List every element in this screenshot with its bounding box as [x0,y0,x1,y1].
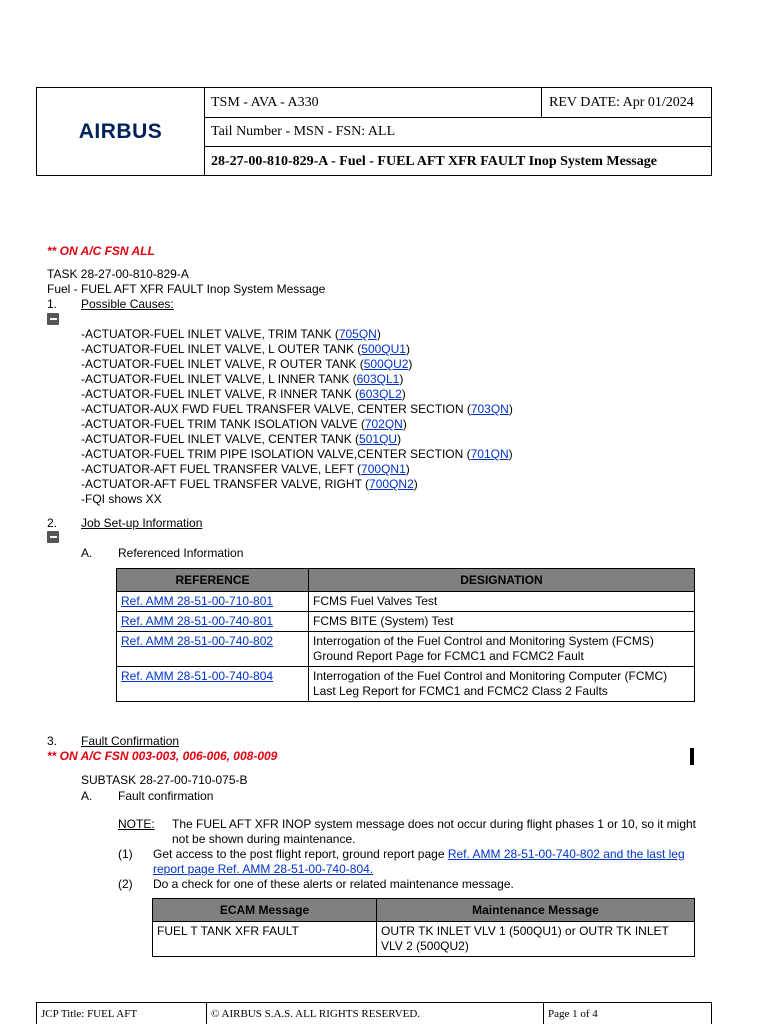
subsection-2a-number: A. [81,546,93,560]
tail-number: Tail Number - MSN - FSN: ALL [204,118,712,147]
step-2-text: Do a check for one of these alerts or related maintenance message. [153,877,514,891]
cause-item: -ACTUATOR-AFT FUEL TRANSFER VALVE, LEFT (700QN1) [81,462,410,476]
cause-ref-link[interactable]: 603QL1 [356,372,400,386]
cause-item: -FQI shows XX [81,492,162,506]
cause-ref-link[interactable]: 500QU2 [363,357,409,371]
collapse-icon[interactable] [47,313,59,325]
section-3-title: Fault Confirmation [81,734,180,748]
cause-item: -ACTUATOR-AFT FUEL TRANSFER VALVE, RIGHT (700QN2) [81,477,418,491]
table-row [117,632,695,667]
change-bar [690,748,694,765]
airbus-logo: AIRBUS [37,88,205,175]
footer-jcp-title: JCP Title: FUEL AFT [37,1003,207,1024]
designation-cell: Interrogation of the Fuel Control and Monitoring System (FCMS) Ground Report Page for FCMC1 and FCMC2 Fault [309,632,695,667]
document-header [36,87,712,176]
reference-link[interactable]: Ref. AMM 28-51-00-710-801 [121,594,274,608]
column-header-ecam: ECAM Message [153,899,377,922]
possible-causes-list [81,327,513,507]
effectivity-label: ** ON A/C FSN 003-003, 006-006, 008-009 [47,749,278,763]
task-id: TASK 28-27-00-810-829-A [47,267,189,281]
reference-link[interactable]: Ref. AMM 28-51-00-740-801 [121,614,274,628]
tsm-identifier: TSM - AVA - A330 [204,88,542,118]
designation-cell: FCMS BITE (System) Test [309,612,695,632]
cause-item: -ACTUATOR-FUEL TRIM TANK ISOLATION VALVE (702QN) [81,417,407,431]
cause-ref-link[interactable]: 500QU1 [361,342,406,356]
cause-ref-link[interactable]: 700QN2 [369,477,414,491]
cause-item: -ACTUATOR-FUEL INLET VALVE, TRIM TANK (705QN) [81,327,381,341]
cause-ref-link[interactable]: 702QN [364,417,403,431]
section-3-number: 3. [47,734,58,748]
reference-link[interactable]: Ref. AMM 28-51-00-740-802 [121,634,274,648]
table-header-row [117,569,695,592]
cause-item: -ACTUATOR-FUEL INLET VALVE, R INNER TANK (603QL2) [81,387,406,401]
section-2-number: 2. [47,516,58,530]
cause-ref-link[interactable]: 703QN [470,402,509,416]
step-1-reference-link[interactable]: Ref. AMM 28-51-00-740-802 and the last leg report page Ref. AMM 28-51-00-740-804. [153,847,685,876]
table-row [117,612,695,632]
column-header-reference: REFERENCE [117,569,309,592]
cause-item: -ACTUATOR-AUX FWD FUEL TRANSFER VALVE, CENTER SECTION (703QN) [81,402,513,416]
section-2-title: Job Set-up Information [81,516,203,530]
cause-ref-link[interactable]: 700QN1 [361,462,406,476]
section-1-title: Possible Causes: [81,297,174,311]
footer-page-number: Page 1 of 4 [548,1007,598,1020]
ecam-message-table [152,898,695,957]
ecam-message-cell: FUEL T TANK XFR FAULT [153,922,377,957]
cause-item: -ACTUATOR-FUEL INLET VALVE, R OUTER TANK (500QU2) [81,357,413,371]
cause-item: -ACTUATOR-FUEL INLET VALVE, CENTER TANK (501QU) [81,432,402,446]
subsection-3a-number: A. [81,789,93,803]
task-title: Fuel - FUEL AFT XFR FAULT Inop System Message [47,282,326,296]
maintenance-message-cell: OUTR TK INLET VLV 1 (500QU1) or OUTR TK INLET VLV 2 (500QU2) [377,922,695,957]
note-text: The FUEL AFT XFR INOP system message does not occur during flight phases 1 or 10, so it might not be shown during maintenance. [172,817,697,846]
section-1-number: 1. [47,297,58,311]
cause-ref-link[interactable]: 501QU [359,432,398,446]
revision-date: REV DATE: Apr 01/2024 [542,88,712,118]
effectivity-label: ** ON A/C FSN ALL [47,244,155,258]
collapse-icon[interactable] [47,531,59,543]
column-header-maintenance: Maintenance Message [377,899,695,922]
page-bottom-margin [0,958,768,1002]
note-label: NOTE: [118,817,155,831]
step-1-text: Get access to the post flight report, ground report page Ref. AMM 28-51-00-740-802 and the last leg report page Ref. AMM 28-51-00-740-804. [153,847,685,876]
column-header-designation: DESIGNATION [309,569,695,592]
referenced-information-table [116,568,695,702]
designation-cell: FCMS Fuel Valves Test [309,592,695,612]
cause-ref-link[interactable]: 701QN [470,447,509,461]
cause-item: -ACTUATOR-FUEL TRIM PIPE ISOLATION VALVE,CENTER SECTION (701QN) [81,447,513,461]
cause-item: -ACTUATOR-FUEL INLET VALVE, L OUTER TANK (500QU1) [81,342,410,356]
cause-ref-link[interactable]: 705QN [338,327,377,341]
step-2-number: (2) [118,877,133,891]
designation-cell: Interrogation of the Fuel Control and Monitoring Computer (FCMC) Last Leg Report for FCMC1 and FCMC2 Class 2 Faults [309,667,695,702]
cause-item: -ACTUATOR-FUEL INLET VALVE, L INNER TANK (603QL1) [81,372,404,386]
step-1-number: (1) [118,847,133,861]
footer-copyright: © AIRBUS S.A.S. ALL RIGHTS RESERVED. [207,1003,544,1024]
subtask-id: SUBTASK 28-27-00-710-075-B [81,773,248,787]
table-header-row [153,899,695,922]
task-header-title: 28-27-00-810-829-A - Fuel - FUEL AFT XFR FAULT Inop System Message [211,153,657,169]
table-row [117,592,695,612]
table-row [117,667,695,702]
subsection-3a-title: Fault confirmation [118,789,214,803]
subsection-2a-title: Referenced Information [118,546,244,560]
cause-ref-link[interactable]: 603QL2 [359,387,402,401]
document-footer [36,1002,712,1024]
table-row [153,922,695,957]
reference-link[interactable]: Ref. AMM 28-51-00-740-804 [121,669,274,683]
